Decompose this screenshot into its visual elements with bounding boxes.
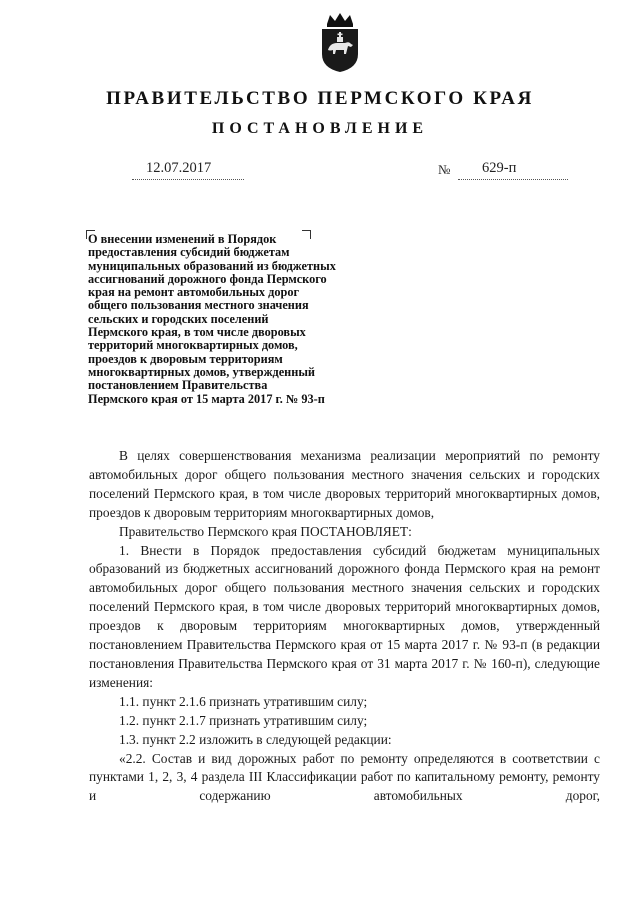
item-1-1-paragraph: 1.1. пункт 2.1.6 признать утратившим силу;: [119, 693, 368, 709]
subject-line: общего пользования местного значения: [88, 298, 309, 313]
subject-line: муниципальных образований из бюджетных: [88, 258, 336, 273]
document-date-field: [132, 160, 244, 182]
item-2-2-quote-paragraph: «2.2. Состав и вид дорожных работ по ремонту определяются в соответствии с пунктами 1, 2, 3, 4 раздела III Классификации работ по капитальному ремонту, ремонту и содержанию автомобильных дорог,: [89, 750, 600, 804]
item-1-3-paragraph: 1.3. пункт 2.2 изложить в следующей редакции:: [119, 731, 392, 747]
document-type: ПОСТАНОВЛЕНИЕ: [211, 120, 429, 137]
subject-line: многоквартирных домов, утвержденный: [88, 364, 316, 379]
subject-line: О внесении изменений в Порядок: [88, 232, 277, 246]
subject-line: проездов к дворовым территориям: [88, 351, 283, 366]
number-sign: №: [438, 162, 451, 177]
date-underline: [132, 179, 244, 180]
item-1-2-paragraph: 1.2. пункт 2.1.7 признать утратившим силу;: [119, 712, 368, 728]
document-subject: [88, 233, 388, 406]
subject-line: Пермского края от 15 марта 2017 г. № 93-п: [88, 391, 325, 406]
resolution-clause: Правительство Пермского края ПОСТАНОВЛЯЕТ:: [119, 523, 412, 539]
document-body: [89, 447, 600, 806]
subject-line: ассигнований дорожного фонда Пермского: [88, 271, 327, 286]
subject-line: Пермского края, в том числе дворовых: [88, 325, 306, 340]
subject-line: предоставления субсидий бюджетам: [88, 245, 290, 260]
subject-line: сельских и городских поселений: [88, 311, 269, 326]
item-1-paragraph: 1. Внести в Порядок предоставления субсидий бюджетам муниципальных образований из бюджетных ассигнований дорожного фонда Пермского края на ремонт автомобильных дорог общего пользования местного значения сельских и городских поселений Пермского края, в том числе дворовых территорий многоквартирных домов, проездов к дворовым территориям многоквартирных домов, утвержденный постановлением Правительства Пермского края от 15 марта 2017 г. № 93-п (в редакции постановления Правительства Пермского края от 31 марта 2017 г. № 160-п), следующие изменения:: [89, 542, 600, 690]
number-underline: [458, 179, 568, 180]
subject-line: территорий многоквартирных домов,: [88, 338, 298, 353]
subject-line: края на ремонт автомобильных дорог: [88, 285, 300, 300]
perm-krai-coat-of-arms-icon: [318, 10, 362, 74]
preamble-paragraph: В целях совершенствования механизма реализации мероприятий по ремонту автомобильных дорог общего пользования местного значения сельских и городских поселений Пермского края, в том числе дворовых территорий многоквартирных домов, проездов к дворовым территориям многоквартирных домов,: [89, 448, 600, 520]
subject-line: постановлением Правительства: [88, 378, 268, 393]
organization-title: ПРАВИТЕЛЬСТВО ПЕРМСКОГО КРАЯ: [106, 88, 534, 109]
document-number-field: [438, 160, 568, 182]
document-date: 12.07.2017: [146, 160, 212, 176]
document-number: 629-п: [482, 160, 517, 176]
